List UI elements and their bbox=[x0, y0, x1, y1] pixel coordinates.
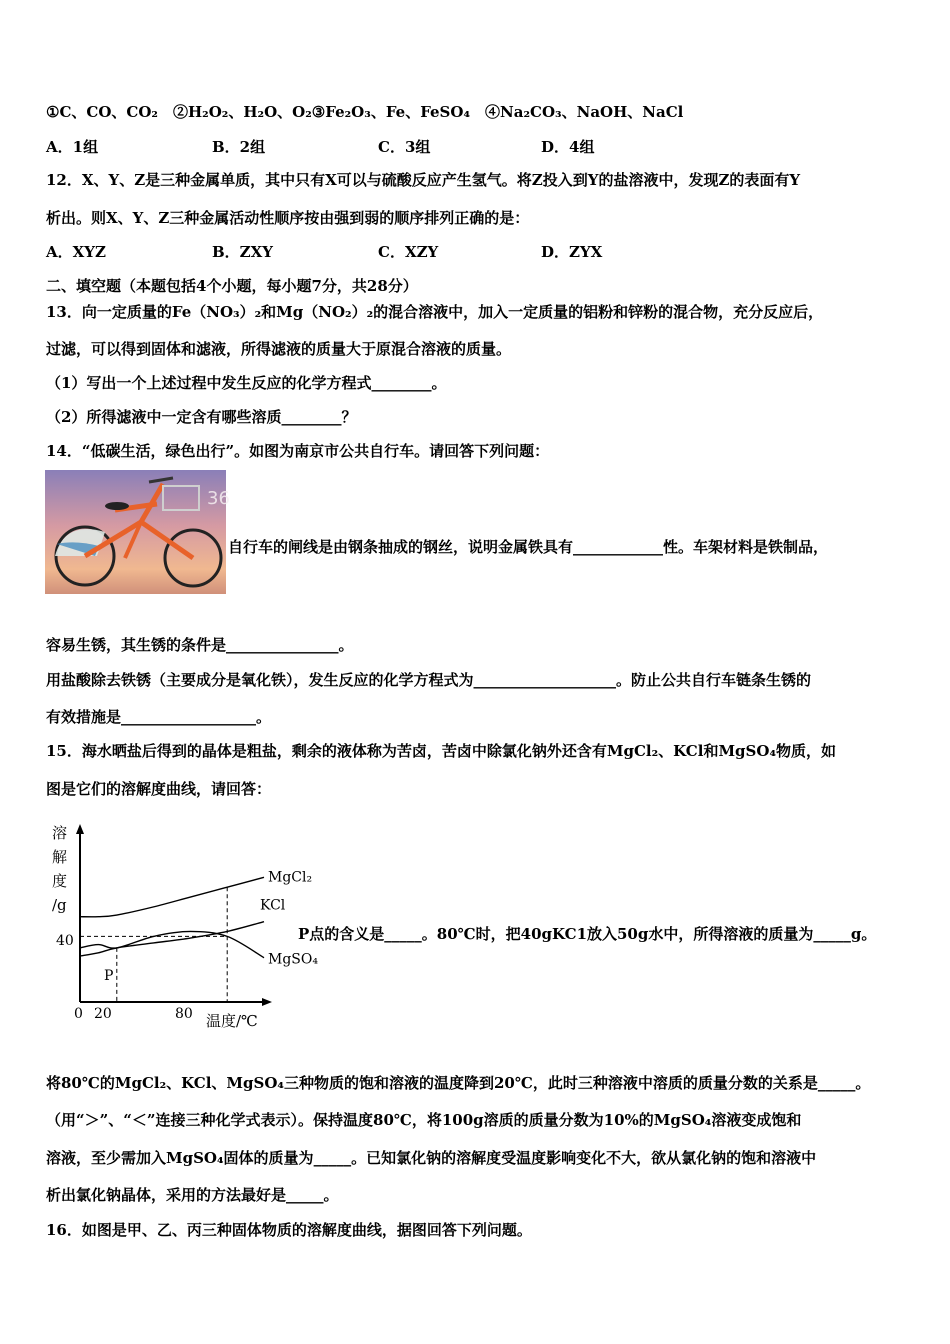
q15-line-1: 15．海水晒盐后得到的晶体是粗盐，剩余的液体称为苦卤，苦卤中除氯化钠外还含有MgCl₂、KCl和MgSO₄物质，如 bbox=[46, 742, 837, 760]
y-axis-label-4: /g bbox=[52, 896, 67, 914]
series-line-1 bbox=[80, 922, 264, 956]
q15-line-4: 将80℃的MgCl₂、KCl、MgSO₄三种物质的饱和溶液的温度降到20℃，此时三种溶液中溶质的质量分数的关系是_____。 bbox=[46, 1074, 871, 1092]
x-axis-label: 温度/℃ bbox=[206, 1012, 258, 1030]
series-label-2: MgSO₄ bbox=[268, 951, 318, 968]
q11-option-b: B．2组 bbox=[212, 138, 266, 156]
y-axis-label-3: 度 bbox=[52, 872, 68, 890]
q11-option-c: C．3组 bbox=[378, 138, 431, 156]
series-label-0: MgCl₂ bbox=[268, 869, 313, 886]
y-axis-arrow bbox=[76, 824, 84, 834]
q15-line-7: 析出氯化钠晶体，采用的方法最好是_____。 bbox=[46, 1186, 339, 1204]
q12-option-b: B．ZXY bbox=[212, 243, 273, 261]
q12-option-d: D．ZYX bbox=[541, 243, 603, 261]
x-tick-80: 80 bbox=[175, 1006, 193, 1022]
q16-line-1: 16．如图是甲、乙、丙三种固体物质的溶解度曲线，据图回答下列问题。 bbox=[46, 1221, 532, 1239]
q14-line-3: 容易生锈，其生锈的条件是_______________。 bbox=[46, 636, 354, 654]
svg-text:36: 36 bbox=[207, 488, 230, 509]
q11-option-a: A．1组 bbox=[46, 138, 99, 156]
series-line-2 bbox=[80, 931, 264, 957]
series-layer bbox=[80, 869, 318, 1002]
x-tick-0: 0 bbox=[74, 1006, 83, 1022]
q12-option-a: A．XYZ bbox=[46, 243, 106, 261]
x-axis-arrow bbox=[262, 998, 272, 1006]
q15-line-2: 图是它们的溶解度曲线，请回答： bbox=[46, 780, 272, 798]
q15-line-3: P点的含义是_____。80℃时，把40gKC1放入50g水中，所得溶液的质量为_____g。 bbox=[298, 925, 877, 943]
point-p-label: P bbox=[104, 968, 114, 984]
q13-sub-1: （1）写出一个上述过程中发生反应的化学方程式________。 bbox=[46, 374, 447, 392]
q14-line-5: 有效措施是__________________。 bbox=[46, 708, 272, 726]
solubility-chart bbox=[44, 818, 318, 1034]
q13-sub-2: （2）所得滤液中一定含有哪些溶质________？ bbox=[46, 408, 357, 426]
q11-option-d: D．4组 bbox=[541, 138, 595, 156]
q13-line-2: 过滤，可以得到固体和滤液，所得滤液的质量大于原混合溶液的质量。 bbox=[46, 340, 512, 358]
y-axis-label-1: 溶 bbox=[52, 824, 68, 842]
q11-groups-line: ①C、CO、CO₂ ②H₂O₂、H₂O、O₂③Fe₂O₃、Fe、FeSO₄ ④Na₂CO₃、NaOH、NaCl bbox=[46, 103, 684, 121]
q15-line-5: （用“＞”、“＜”连接三种化学式表示）。保持温度80℃，将100g溶质的质量分数为10%的MgSO₄溶液变成饱和 bbox=[46, 1111, 802, 1129]
q14-line-1: 14．“低碳生活，绿色出行”。如图为南京市公共自行车。请回答下列问题： bbox=[46, 442, 550, 460]
q12-line-2: 析出。则X、Y、Z三种金属活动性顺序按由强到弱的顺序排列正确的是： bbox=[46, 209, 530, 227]
y-axis-label-2: 解 bbox=[52, 848, 68, 866]
q12-line-1: 12．X、Y、Z是三种金属单质，其中只有X可以与硫酸反应产生氢气。将Z投入到Y的盐溶液中，发现Z的表面有Y bbox=[46, 171, 801, 189]
q12-option-c: C．XZY bbox=[378, 243, 439, 261]
series-label-1: KCl bbox=[260, 897, 286, 914]
q15-line-6: 溶液，至少需加入MgSO₄固体的质量为_____。已知氯化钠的溶解度受温度影响变化不大，欲从氯化钠的饱和溶液中 bbox=[46, 1149, 817, 1167]
q14-line-2: 自行车的闸线是由钢条抽成的钢丝，说明金属铁具有____________性。车架材料是铁制品， bbox=[228, 538, 829, 556]
section-2-heading: 二、填空题（本题包括4个小题，每小题7分，共28分） bbox=[46, 277, 418, 295]
q14-line-4: 用盐酸除去铁锈（主要成分是氧化铁），发生反应的化学方程式为___________________。防止公共自行车链条生锈的 bbox=[46, 671, 812, 689]
q13-line-1: 13．向一定质量的Fe（NO₃）₂和Mg（NO₂）₂的混合溶液中，加入一定质量的铝粉和锌粉的混合物，充分反应后， bbox=[46, 303, 824, 321]
y-tick-40: 40 bbox=[56, 933, 74, 949]
series-line-0 bbox=[80, 877, 264, 916]
x-tick-20: 20 bbox=[94, 1006, 112, 1022]
bicycle-photo bbox=[45, 470, 230, 594]
